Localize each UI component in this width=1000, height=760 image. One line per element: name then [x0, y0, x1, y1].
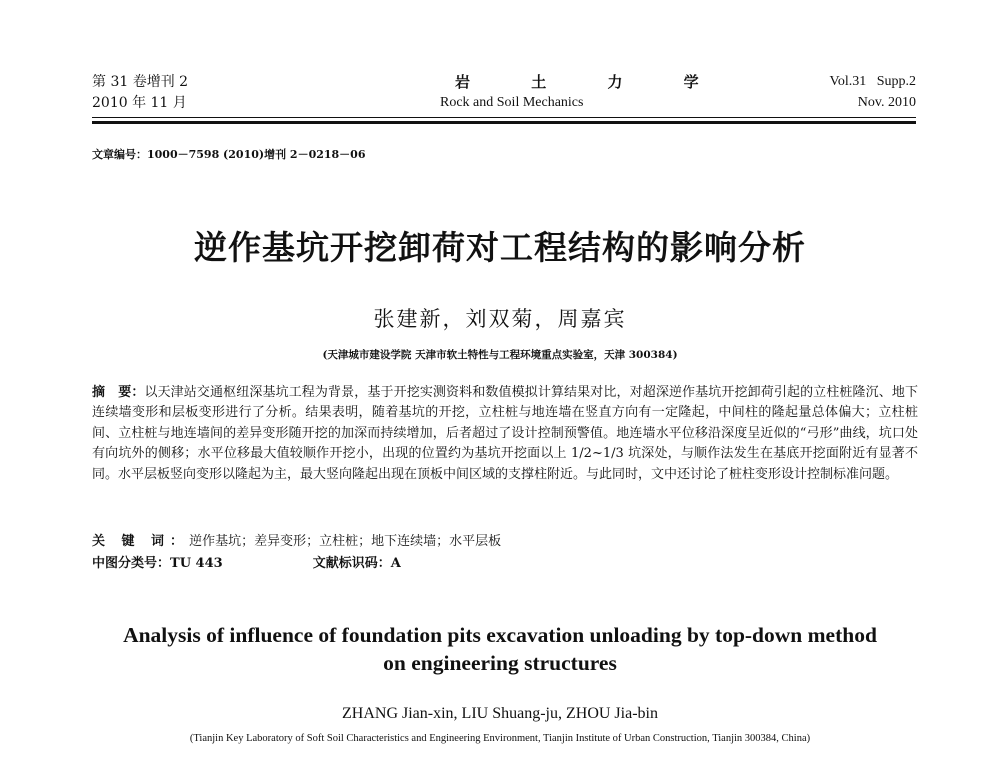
- header-rule-thick: [92, 121, 916, 124]
- title-en: [0, 621, 1000, 677]
- affiliation-cn: (天津城市建设学院 天津市软土特性与工程环境重点实验室，天津 300384): [322, 349, 678, 361]
- header-volume: 第 31 卷增刊 2: [92, 74, 189, 90]
- classification: [92, 554, 401, 574]
- page-title: 逆作基坑开挖卸荷对工程结构的影响分析: [194, 228, 806, 267]
- authors-cn: 张建新，刘双菊，周嘉宾: [373, 307, 627, 331]
- abstract-label: 摘 要：: [92, 385, 145, 400]
- header-date-en: Nov. 2010: [857, 95, 916, 110]
- doc-code-label: 文献标识码：: [312, 556, 391, 571]
- header-rule-thin: [92, 117, 916, 118]
- affiliation-en: (Tianjin Key Laboratory of Soft Soil Characteristics and Engineering Environment, Tianjin Institute of Urban Construction, Tianjin 300384, China): [189, 733, 811, 744]
- authors-en: ZHANG Jian-xin, LIU Shuang-ju, ZHOU Jia-bin: [342, 705, 658, 722]
- journal-title-cn: 岩 土 力 学: [455, 73, 727, 91]
- header-date: 2010 年 11 月: [92, 95, 187, 111]
- article-number-label: 文章编号：: [92, 148, 147, 161]
- keywords: [92, 532, 918, 552]
- abstract: [92, 383, 918, 485]
- title-en-text: Analysis of influence of foundation pits excavation unloading by top-down method on engineering structures: [123, 623, 877, 675]
- article-number: [92, 146, 366, 162]
- abstract-text: 以天津站交通枢纽深基坑工程为背景，基于开挖实测资料和数值模拟计算结果对比，对超深逆作基坑开挖卸荷引起的立柱桩隆沉、地下连续墙变形和层板变形进行了分析。结果表明，随着基坑的开挖，立柱桩与地连墙在竖直方向有一定隆起，中间柱的隆起量总体偏大；立柱桩间、立柱桩与地连墙间的差异变形随开挖的加深而持续增加，后者超过了设计控制预警值。地连墙水平位移沿深度呈近似的“弓形”曲线，坑口处有向坑外的侧移；水平位移最大值较顺作开挖小，出现的位置约为基坑开挖面以上 1/2~1/3 坑深处，与顺作法发生在基底开挖面附近有显著不同。水平层板竖向变形以隆起为主，最大竖向隆起出现在顶板中间区域的支撑柱附近。与此同时，文中还讨论了桩柱变形设计控制标准问题。: [92, 385, 918, 482]
- keywords-text: 逆作基坑；差异变形；立柱桩；地下连续墙；水平层板: [189, 534, 502, 549]
- journal-title-en: Rock and Soil Mechanics: [440, 95, 584, 110]
- header-volume-en: Vol.31 Supp.2: [829, 74, 916, 89]
- keywords-label: 关 键 词：: [92, 534, 190, 549]
- clc-label: 中图分类号：: [92, 556, 171, 571]
- article-number-value: 1000－7598 (2010)增刊 2－0218－06: [147, 148, 366, 161]
- clc-value: TU 443: [170, 556, 223, 571]
- doc-code-value: A: [390, 556, 401, 571]
